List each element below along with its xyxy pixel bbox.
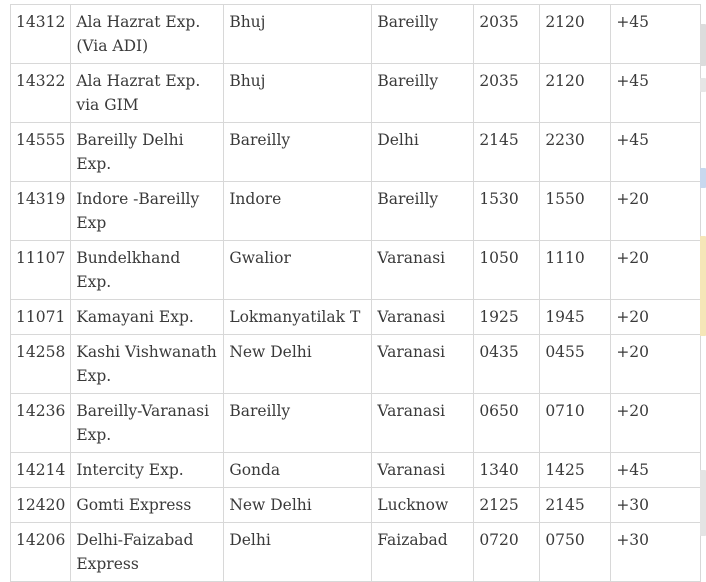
departure-time: 2120 <box>540 5 611 64</box>
table-row <box>11 523 701 582</box>
train-name: Ala Hazrat Exp. (Via ADI) <box>71 5 224 64</box>
table-row <box>11 453 701 488</box>
destination-station: Bareilly <box>372 64 474 123</box>
destination-station: Varanasi <box>372 241 474 300</box>
table-row <box>11 182 701 241</box>
train-number: 14214 <box>11 453 71 488</box>
origin-station: Delhi <box>224 523 372 582</box>
adjacent-page-fragment <box>700 24 706 66</box>
adjacent-page-fragment <box>700 470 706 536</box>
train-number: 14322 <box>11 64 71 123</box>
departure-time: 0710 <box>540 394 611 453</box>
origin-station: Indore <box>224 182 372 241</box>
origin-station: Bhuj <box>224 64 372 123</box>
halt-duration: +20 <box>611 300 701 335</box>
train-name: Gomti Express <box>71 488 224 523</box>
halt-duration: +45 <box>611 5 701 64</box>
departure-time: 1425 <box>540 453 611 488</box>
departure-time: 2230 <box>540 123 611 182</box>
destination-station: Delhi <box>372 123 474 182</box>
halt-duration: +30 <box>611 523 701 582</box>
origin-station: Bhuj <box>224 5 372 64</box>
destination-station: Lucknow <box>372 488 474 523</box>
destination-station: Bareilly <box>372 5 474 64</box>
origin-station: Lokmanyatilak T <box>224 300 372 335</box>
arrival-time: 2035 <box>474 64 540 123</box>
adjacent-page-fragment <box>700 78 706 92</box>
departure-time: 2145 <box>540 488 611 523</box>
arrival-time: 1925 <box>474 300 540 335</box>
table-row <box>11 488 701 523</box>
destination-station: Varanasi <box>372 453 474 488</box>
arrival-time: 1050 <box>474 241 540 300</box>
train-name: Indore -Bareilly Exp <box>71 182 224 241</box>
table-row <box>11 300 701 335</box>
departure-time: 2120 <box>540 64 611 123</box>
train-name: Bareilly-Varanasi Exp. <box>71 394 224 453</box>
train-number: 12420 <box>11 488 71 523</box>
train-name: Intercity Exp. <box>71 453 224 488</box>
train-name: Kamayani Exp. <box>71 300 224 335</box>
train-number: 14236 <box>11 394 71 453</box>
departure-time: 1110 <box>540 241 611 300</box>
origin-station: Gonda <box>224 453 372 488</box>
table-row <box>11 394 701 453</box>
adjacent-page-fragment <box>700 168 706 188</box>
departure-time: 1945 <box>540 300 611 335</box>
halt-duration: +30 <box>611 488 701 523</box>
halt-duration: +20 <box>611 241 701 300</box>
departure-time: 0750 <box>540 523 611 582</box>
destination-station: Varanasi <box>372 300 474 335</box>
halt-duration: +20 <box>611 394 701 453</box>
origin-station: Bareilly <box>224 394 372 453</box>
table-row <box>11 5 701 64</box>
departure-time: 1550 <box>540 182 611 241</box>
arrival-time: 2125 <box>474 488 540 523</box>
table-row <box>11 64 701 123</box>
table-row <box>11 123 701 182</box>
arrival-time: 0650 <box>474 394 540 453</box>
arrival-time: 2145 <box>474 123 540 182</box>
arrival-time: 2035 <box>474 5 540 64</box>
train-name: Delhi-Faizabad Express <box>71 523 224 582</box>
origin-station: New Delhi <box>224 335 372 394</box>
arrival-time: 0435 <box>474 335 540 394</box>
departure-time: 0455 <box>540 335 611 394</box>
train-number: 14206 <box>11 523 71 582</box>
halt-duration: +20 <box>611 182 701 241</box>
train-number: 14312 <box>11 5 71 64</box>
table-row <box>11 335 701 394</box>
halt-duration: +20 <box>611 335 701 394</box>
train-number: 11071 <box>11 300 71 335</box>
origin-station: Gwalior <box>224 241 372 300</box>
adjacent-page-fragment <box>700 236 706 336</box>
origin-station: Bareilly <box>224 123 372 182</box>
arrival-time: 0720 <box>474 523 540 582</box>
train-name: Ala Hazrat Exp. via GIM <box>71 64 224 123</box>
train-number: 14555 <box>11 123 71 182</box>
train-name: Bareilly Delhi Exp. <box>71 123 224 182</box>
train-number: 11107 <box>11 241 71 300</box>
table-row <box>11 241 701 300</box>
destination-station: Bareilly <box>372 182 474 241</box>
train-name: Bundelkhand Exp. <box>71 241 224 300</box>
halt-duration: +45 <box>611 453 701 488</box>
destination-station: Faizabad <box>372 523 474 582</box>
arrival-time: 1530 <box>474 182 540 241</box>
train-name: Kashi Vishwanath Exp. <box>71 335 224 394</box>
origin-station: New Delhi <box>224 488 372 523</box>
arrival-time: 1340 <box>474 453 540 488</box>
train-number: 14319 <box>11 182 71 241</box>
destination-station: Varanasi <box>372 394 474 453</box>
destination-station: Varanasi <box>372 335 474 394</box>
train-number: 14258 <box>11 335 71 394</box>
halt-duration: +45 <box>611 64 701 123</box>
train-timetable <box>10 4 701 582</box>
halt-duration: +45 <box>611 123 701 182</box>
